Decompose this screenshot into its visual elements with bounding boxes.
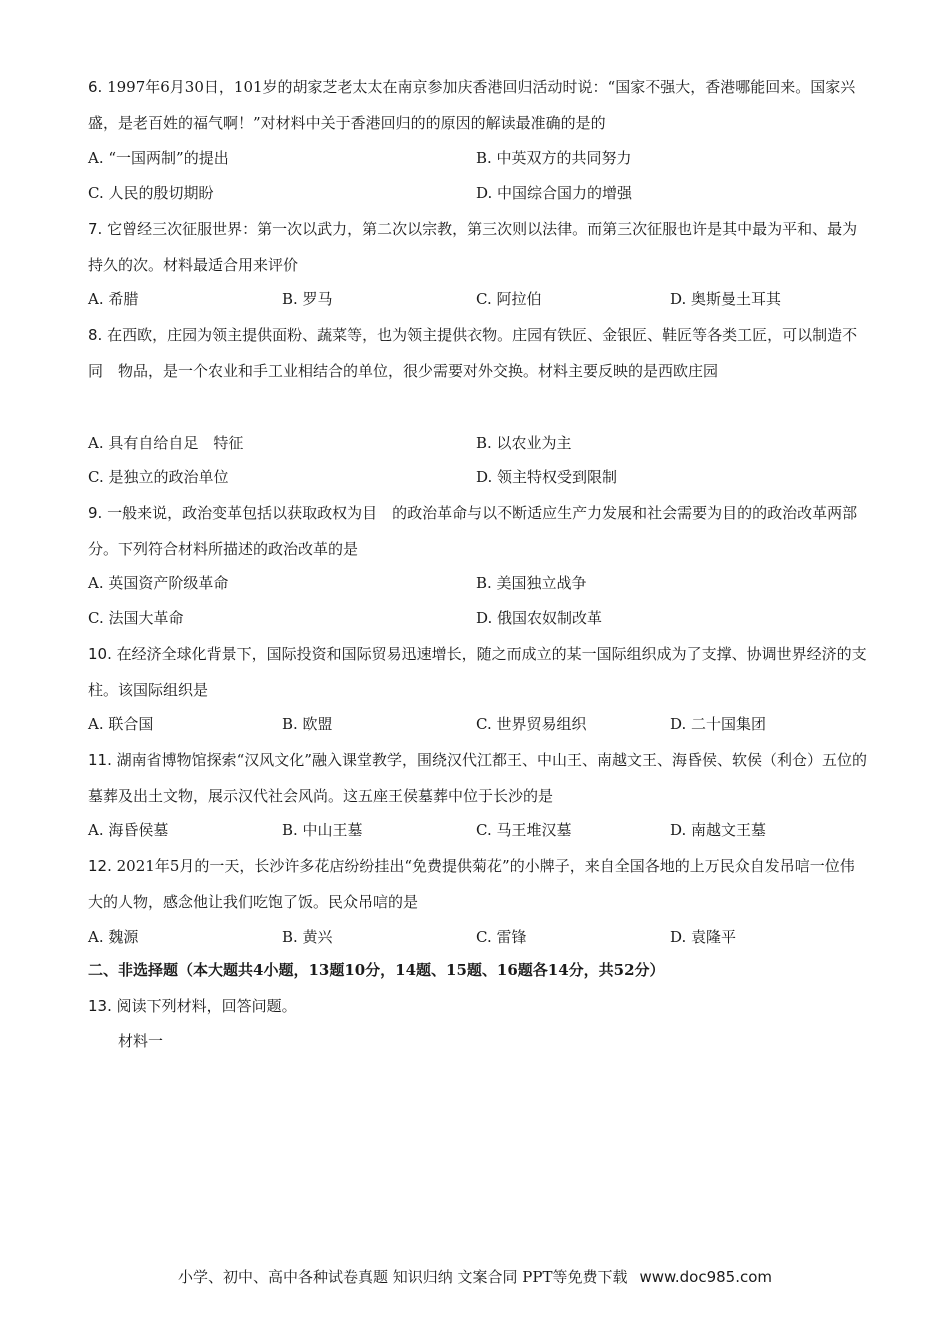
question-9 — [88, 495, 868, 567]
option-c[interactable]: C. 阿拉伯 — [476, 290, 542, 308]
option-c[interactable]: C. 雷锋 — [476, 928, 527, 946]
question-6 — [88, 69, 868, 141]
question-text: 在经济全球化背景下，国际投资和国际贸易迅速增长，随之而成立的某一国际组织成为了支撑、协调世界经济的支柱。该国际组织是 — [88, 645, 867, 699]
option-a[interactable]: A. 魏源 — [88, 928, 139, 946]
options-row — [88, 143, 868, 173]
option-b[interactable]: B. 罗马 — [282, 290, 333, 308]
option-a[interactable]: A. 具有自给自足 特征 — [88, 434, 244, 452]
option-c[interactable]: C. 法国大革命 — [88, 609, 184, 627]
option-a[interactable]: A. 英国资产阶级革命 — [88, 574, 229, 592]
options-row — [88, 428, 868, 458]
material-label: 材料一 — [118, 1032, 164, 1050]
option-d[interactable]: D. 中国综合国力的增强 — [476, 184, 633, 202]
option-d[interactable]: D. 俄国农奴制改革 — [476, 609, 603, 627]
footer-url[interactable]: www.doc985.com — [639, 1268, 773, 1286]
question-text: 在西欧，庄园为领主提供面粉、蔬菜等，也为领主提供衣物。庄园有铁匠、金银匠、鞋匠等各类工匠，可以制造不同 物品，是一个农业和手工业相结合的单位，很少需要对外交换。材料主要反映的是西欧庄园 — [88, 326, 858, 380]
option-c[interactable]: C. 世界贸易组织 — [476, 715, 587, 733]
question-number: 10. — [88, 645, 112, 663]
options-row — [88, 178, 868, 208]
question-number: 6. — [88, 78, 103, 96]
question-number: 9. — [88, 504, 103, 522]
question-text: 阅读下列材料，回答问题。 — [116, 997, 297, 1015]
option-a[interactable]: A. 希腊 — [88, 290, 139, 308]
option-c[interactable]: C. 马王堆汉墓 — [476, 821, 572, 839]
page-footer — [0, 1266, 950, 1287]
options-row — [88, 922, 868, 952]
option-b[interactable]: B. 以农业为主 — [476, 434, 572, 452]
question-13 — [88, 988, 868, 1024]
option-d[interactable]: D. 南越文王墓 — [670, 821, 767, 839]
question-text: 1997年6月30日，101岁的胡家芝老太太在南京参加庆香港回归活动时说：“国家不强大，香港哪能回来。国家兴盛，是老百姓的福气啊！”对材料中关于香港回归的的原因的解读最准确的是的 — [88, 78, 856, 132]
question-number: 8. — [88, 326, 103, 344]
options-row — [88, 284, 868, 314]
option-c[interactable]: C. 人民的殷切期盼 — [88, 184, 214, 202]
options-row — [88, 709, 868, 739]
option-b[interactable]: B. 中英双方的共同努力 — [476, 149, 632, 167]
question-text: 2021年5月的一天，长沙许多花店纷纷挂出“免费提供菊花”的小牌子，来自全国各地的上万民众自发吊唁一位伟大的人物，感念他让我们吃饱了饭。民众吊唁的是 — [88, 857, 855, 911]
question-number: 7. — [88, 220, 103, 238]
question-number: 13. — [88, 997, 112, 1015]
question-text: 一般来说，政治变革包括以获取政权为目 的政治革命与以不断适应生产力发展和社会需要为目的的政治改革两部分。下列符合材料所描述的政治改革的是 — [88, 504, 858, 558]
question-number: 11. — [88, 751, 112, 769]
question-8 — [88, 317, 868, 389]
footer-text: 小学、初中、高中各种试卷真题 知识归纳 文案合同 PPT等免费下载 — [177, 1268, 628, 1286]
option-a[interactable]: A. 联合国 — [88, 715, 154, 733]
options-row — [88, 462, 868, 492]
section-heading: 二、非选择题（本大题共4小题，13题10分，14题、15题、16题各14分，共52分） — [88, 961, 665, 979]
question-11 — [88, 742, 868, 814]
option-d[interactable]: D. 领主特权受到限制 — [476, 468, 618, 486]
option-b[interactable]: B. 中山王墓 — [282, 821, 363, 839]
question-10 — [88, 636, 868, 708]
question-number: 12. — [88, 857, 112, 875]
options-row — [88, 568, 868, 598]
option-c[interactable]: C. 是独立的政治单位 — [88, 468, 229, 486]
option-d[interactable]: D. 二十国集团 — [670, 715, 767, 733]
options-row — [88, 815, 868, 845]
option-b[interactable]: B. 美国独立战争 — [476, 574, 587, 592]
options-row — [88, 603, 868, 633]
question-7 — [88, 211, 868, 283]
question-text: 湖南省博物馆探索“汉风文化”融入课堂教学，围绕汉代江都王、中山王、南越文王、海昏侯、软侯（利仓）五位的墓葬及出土文物，展示汉代社会风尚。这五座王侯墓葬中位于长沙的是 — [88, 751, 867, 805]
question-text: 它曾经三次征服世界：第一次以武力，第二次以宗教，第三次则以法律。而第三次征服也许是其中最为平和、最为持久的次。材料最适合用来评价 — [88, 220, 858, 274]
option-d[interactable]: D. 袁隆平 — [670, 928, 737, 946]
option-a[interactable]: A. 海昏侯墓 — [88, 821, 169, 839]
option-b[interactable]: B. 黄兴 — [282, 928, 333, 946]
option-b[interactable]: B. 欧盟 — [282, 715, 333, 733]
question-12 — [88, 848, 868, 920]
option-a[interactable]: A. “一国两制”的提出 — [88, 149, 229, 167]
option-d[interactable]: D. 奥斯曼土耳其 — [670, 290, 782, 308]
